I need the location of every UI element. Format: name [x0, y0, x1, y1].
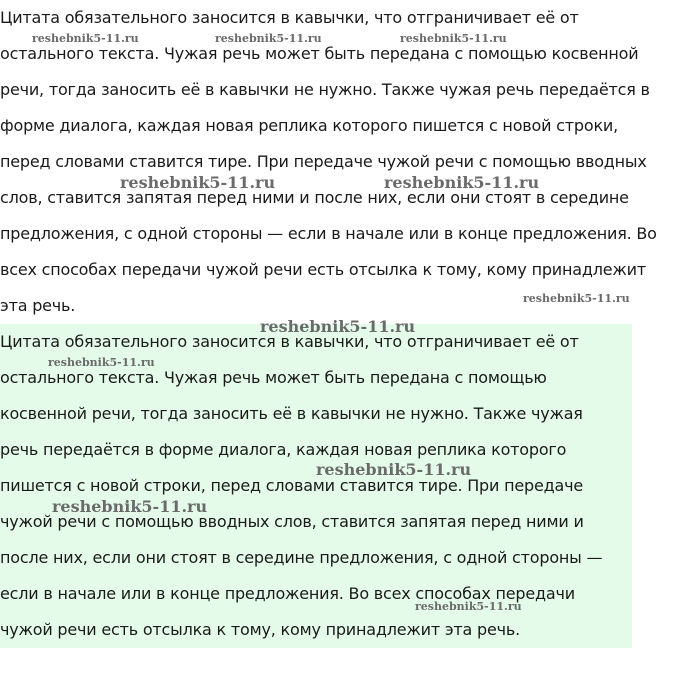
text-line: речи, тогда заносить её в кавычки не нужно. Также чужая речь передаётся в [0, 80, 650, 99]
text-line: речь передаётся в форме диалога, каждая новая реплика которого [0, 440, 567, 459]
watermark: reshebnik5-11.ru [316, 460, 472, 479]
watermark: reshebnik5-11.ru [260, 317, 416, 336]
watermark: reshebnik5-11.ru [52, 497, 208, 516]
watermark: reshebnik5-11.ru [48, 356, 155, 369]
text-line: пишется с новой строки, перед словами ставится тире. При передаче [0, 476, 583, 495]
watermark: reshebnik5-11.ru [32, 32, 139, 45]
text-line: чужой речи с помощью вводных слов, ставится запятая перед ними и [0, 512, 584, 531]
watermark: reshebnik5-11.ru [384, 173, 540, 192]
watermark: reshebnik5-11.ru [523, 292, 630, 305]
watermark: reshebnik5-11.ru [120, 173, 276, 192]
watermark: reshebnik5-11.ru [215, 32, 322, 45]
text-line: если в начале или в конце предложения. Во всех способах передачи [0, 584, 575, 603]
watermark: reshebnik5-11.ru [400, 32, 507, 45]
text-line: чужой речи есть отсылка к тому, кому принадлежит эта речь. [0, 620, 520, 639]
watermark: reshebnik5-11.ru [415, 600, 522, 613]
text-line: Цитата обязательного заносится в кавычки, что отграничивает её от [0, 8, 579, 27]
text-line: перед словами ставится тире. При передаче чужой речи с помощью вводных [0, 152, 647, 171]
text-line: остального текста. Чужая речь может быть передана с помощью [0, 368, 547, 387]
text-line: остального текста. Чужая речь может быть передана с помощью косвенной [0, 44, 639, 63]
text-line: Цитата обязательного заносится в кавычки, что отграничивает её от [0, 332, 579, 351]
text-line: эта речь. [0, 296, 76, 315]
text-line: слов, ставится запятая перед ними и после них, если они стоят в середине [0, 188, 629, 207]
text-line: форме диалога, каждая новая реплика которого пишется с новой строки, [0, 116, 618, 135]
text-line: после них, если они стоят в середине предложения, с одной стороны — [0, 548, 603, 567]
text-line: косвенной речи, тогда заносить её в кавычки не нужно. Также чужая [0, 404, 583, 423]
text-line: предложения, с одной стороны — если в начале или в конце предложения. Во [0, 224, 657, 243]
text-line: всех способах передачи чужой речи есть отсылка к тому, кому принадлежит [0, 260, 646, 279]
